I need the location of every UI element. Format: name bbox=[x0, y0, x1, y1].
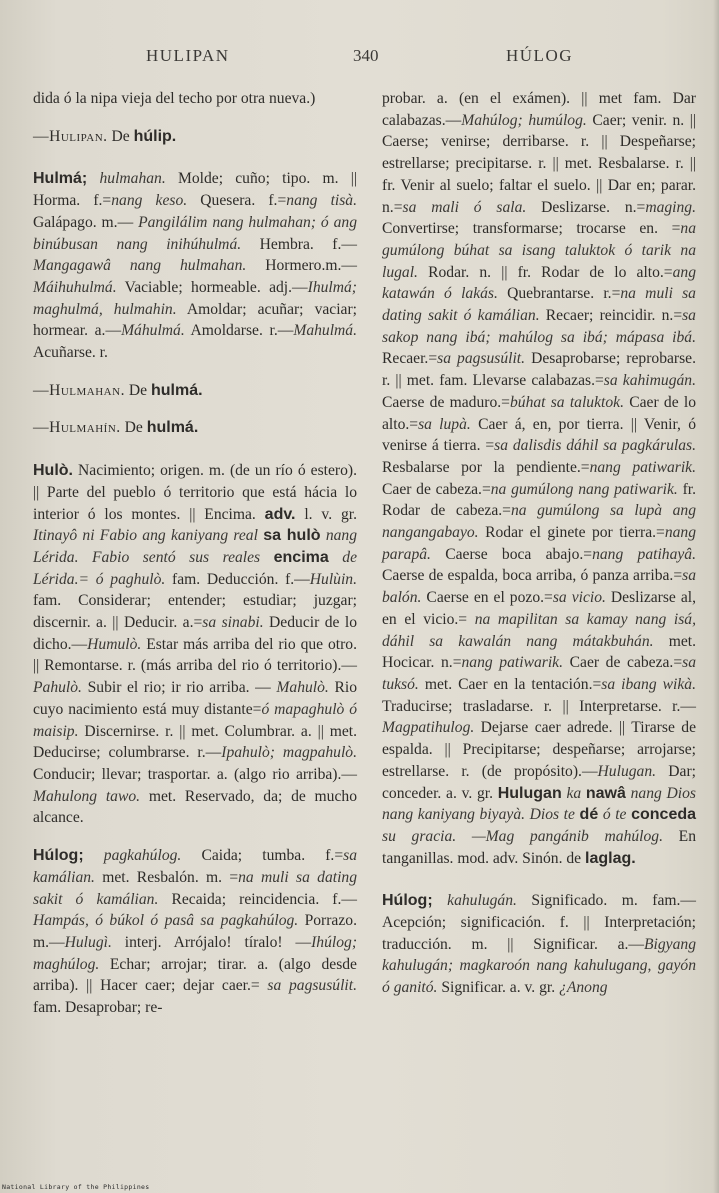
headword: Húlog; bbox=[382, 892, 433, 910]
entry-hulma: Hulmá; hulmahan. Molde; cuño; tipo. m. || Horma. f.=nang keso. Quesera. f.=nang tisà. Galápago. m.— Pangilálim nang hulmahan; ó ang binúbusan nang inihúhulmá. Hembra. f.—Mangagawâ nang hulmahan. Hormero.m.—Máihuhulmá. Vaciable; hormeable. adj.—Ihulmá; maghulmá, hulmahin. Amoldar; acuñar; vaciar; hormear. a.—Máhulmá. Amoldarse. r.—Mahulmá. Acuñarse. r. bbox=[33, 170, 358, 362]
entry-hulmahan: —Hulmahan. De hulmá. bbox=[33, 381, 203, 399]
entry-continuation: dida ó la nipa vieja del techo por otra nueva.) bbox=[33, 90, 316, 107]
entry-hulog-continued: probar. a. (en el exámen). || met fam. Dar calabazas.—Mahúlog; humúlog. Caer; venir. n. || Caerse; venirse; derribarse. r. || Despeñarse; estrellarse; precipitarse. r. || met. Resbalarse. r. || fr. Venir al suelo; faltar el suelo. || Dar en; parar. n.=sa mali ó sala. Deslizarse. n.=maging. Convertirse; transformarse; trocarse en. =na gumúlong búhat sa isang taluktok ó tarik na lugal. Rodar. n. || fr. Rodar de lo alto.=ang katawán ó lakás. Quebrantarse. r.=na muli sa dating sakit ó kamálian. Recaer; reincidir. n.=sa sakop nang ibá; mahúlog sa ibá; mápasa ibá. Recaer.=sa pagsusúlit. Desaprobarse; reprobarse. r. || met. fam. Llevarse calabazas.=sa kahimugán. Caerse de maduro.=búhat sa taluktok. Caer de lo alto.=sa lupà. Caer á, en, por tierra. || Venir, ó venirse á tierra. =sa dalisdis dáhil sa pagkárulas. Resbalarse por la pendiente.=nang patiwarik. Caer de cabeza.=na gumúlong nang patiwarik. fr. Rodar de cabeza.=na gumúlong sa lupà ang nangangabayo. Rodar el ginete por tierra.=nang parapâ. Caerse boca abajo.=nang patihayâ. Caerse de espalda, boca arriba, ó panza arriba.=sa balón. Caerse en el pozo.=sa vicio. Deslizarse al, en el vicio.= na mapilitan sa kamay nang isá, dáhil sa kawalán nang mátakbuhán. met. Hocicar. n.=nang patiwarik. Caer de cabeza.=sa tuksó. met. Caer en la tentación.=sa ibang wikà. Traducirse; trasladarse. r. || Interpretarse. r.—Magpatihulog. Dejarse caer adrede. || Tirarse de espalda. || Precipitarse; despeñarse; arrojarse; estrellarse. r. (de propósito).—Hulugan. Dar; conceder. a. v. gr. Hulugan ka nawâ nang Dios nang kaniyang biyayà. Dios te dé ó te conceda su gracia. —Mag pangánib mahúlog. En tanganillas. mod. adv. Sinón. de laglag. bbox=[382, 90, 697, 867]
running-head bbox=[0, 46, 719, 70]
running-head-right: HÚLOG bbox=[506, 46, 573, 65]
page-edge-shadow bbox=[713, 0, 719, 1193]
left-column bbox=[33, 88, 357, 1019]
entry-hulipan: —Hulipan. De húlip. bbox=[33, 127, 177, 145]
right-column bbox=[382, 88, 696, 999]
entry-hulog: Húlog; pagkahúlog. Caida; tumba. f.=sa kamálian. met. Resbalón. m. =na muli sa dating sakit ó kamálian. Recaida; reincidencia. f.—Hampás, ó búkol ó pasâ sa pagkahúlog. Porrazo. m.—Hulugì. interj. Arrójalo! tíralo! —Ihúlog; maghúlog. Echar; arrojar; tirar. a. (algo desde arriba). || Hacer caer; dejar caer.= sa pagsusúlit. fam. Desaprobar; re- bbox=[33, 847, 358, 1017]
headword: Húlog; bbox=[33, 847, 84, 865]
headword: Hulmá; bbox=[33, 170, 88, 188]
library-credit: National Library of the Philippines bbox=[2, 1183, 150, 1191]
entry-hulmahin: —Hulmahín. De hulmá. bbox=[33, 419, 199, 437]
page-number: 340 bbox=[353, 46, 379, 65]
entry-hulo: Hulò. Nacimiento; origen. m. (de un río ó estero). || Parte del pueblo ó territorio que está hácia lo interior ó los montes. || Encima. adv. l. v. gr. Itinayô ni Fabio ang kaniyang real sa hulò nang Lérida. Fabio sentó sus reales encima de Lérida.= ó paghulò. fam. Deducción. f.—Hulùin. fam. Considerar; entender; estudiar; juzgar; discernir. a. || Deducir. a.=sa sinabi. Deducir de lo dicho.—Humulò. Estar más arriba del rio que otro. || Remontarse. r. (más arriba del rio ó territorio).— Pahulò. Subir el rio; ir rio arriba. — Mahulò. Rio cuyo nacimiento está muy distante=ó mapaghulò ó maisip. Discernirse. r. || met. Columbrar. a. || met. Deducirse; columbrarse. r.—Ipahulò; magpahulò. Conducir; llevar; trasportar. a. (algo rio arriba).—Mahulong tawo. met. Reservado, da; de mucho alcance. bbox=[33, 462, 358, 827]
running-head-left: HULIPAN bbox=[146, 46, 230, 65]
entry-hulog-significado: Húlog; kahulugán. Significado. m. fam.—Acepción; significación. f. || Interpretación; traducción. m. || Significar. a.—Bigyang kahulugán; magkaroón nang kahulugang, gayón ó ganitó. Significar. a. v. gr. ¿Anong bbox=[382, 892, 696, 997]
headword: Hulò. bbox=[33, 462, 73, 480]
